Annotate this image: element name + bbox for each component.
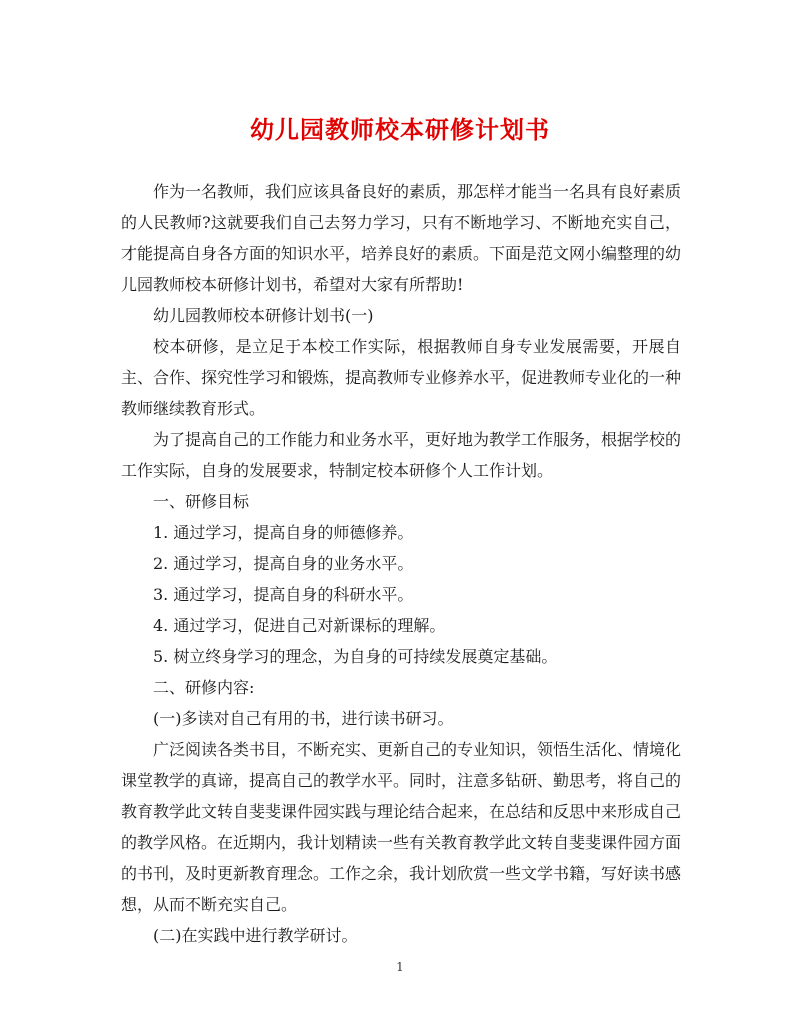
document-title: 幼儿园教师校本研修计划书 (250, 115, 550, 144)
goal-item-2: 2. 通过学习，提高自身的业务水平。 (153, 554, 414, 573)
intro-paragraph: 作为一名教师，我们应该具备良好的素质，那怎样才能当一名具有良好素质的人民教师?这就要我们自己去努力学习，只有不断地学习、不断地充实自己，才能提高自身各方面的知识水平，培养良好的素质。下面是范文网小编整理的幼儿园教师校本研修计划书，希望对大家有所帮助! (121, 182, 682, 294)
document-body (121, 176, 681, 951)
goal-item-3: 3. 通过学习，提高自身的科研水平。 (153, 585, 414, 604)
paragraph-plan-purpose: 为了提高自己的工作能力和业务水平，更好地为教学工作服务，根据学校的工作实际，自身的发展要求，特制定校本研修个人工作计划。 (121, 430, 682, 480)
goal-item-4: 4. 通过学习，促进自己对新课标的理解。 (153, 616, 446, 635)
paragraph-school-training-definition: 校本研修，是立足于本校工作实际，根据教师自身专业发展需要，开展自主、合作、探究性学习和锻炼，提高教师专业修养水平，促进教师专业化的一种教师继续教育形式。 (121, 337, 682, 418)
section-heading-plan-one: 幼儿园教师校本研修计划书(一) (153, 306, 374, 325)
heading-training-content: 二、研修内容: (153, 678, 255, 697)
heading-training-goals: 一、研修目标 (153, 492, 250, 511)
subheading-practice-research: (二)在实践中进行教学研讨。 (153, 926, 358, 945)
goal-item-1: 1. 通过学习，提高自身的师德修养。 (153, 523, 414, 542)
subheading-reading: (一)多读对自己有用的书，进行读书研习。 (153, 709, 454, 728)
goal-item-5: 5. 树立终身学习的理念，为自身的可持续发展奠定基础。 (153, 647, 558, 666)
paragraph-reading-plan: 广泛阅读各类书目，不断充实、更新自己的专业知识，领悟生活化、情境化课堂教学的真谛，提高自己的教学水平。同时，注意多钻研、勤思考，将自己的教育教学此文转自斐斐课件园实践与理论结合起来，在总结和反思中来形成自己的教学风格。在近期内，我计划精读一些有关教育教学此文转自斐斐课件园方面的书刊，及时更新教育理念。工作之余，我计划欣赏一些文学书籍，写好读书感想，从而不断充实自己。 (121, 740, 682, 914)
page-number: 1 (396, 960, 404, 974)
